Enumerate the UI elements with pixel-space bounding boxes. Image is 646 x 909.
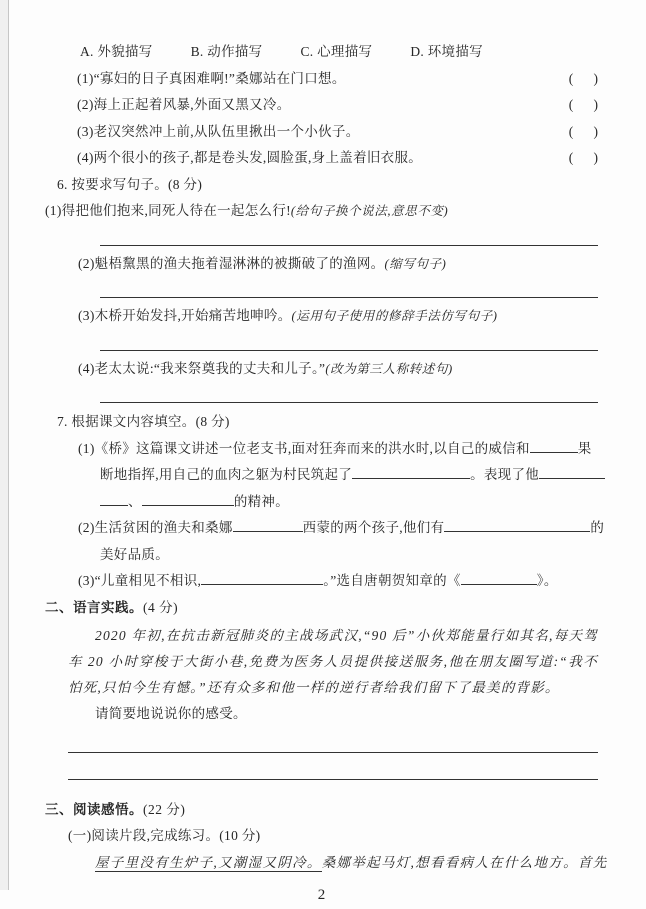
page-number: 2 bbox=[317, 887, 326, 903]
classify-item bbox=[77, 119, 598, 146]
fill-text: 的精神。 bbox=[233, 493, 290, 509]
option-d: D. 环境描写 bbox=[410, 44, 483, 59]
question-6-item-text bbox=[45, 198, 598, 225]
option-c: C. 心理描写 bbox=[300, 44, 373, 59]
rewrite-hint: (给句子换个说法,意思不变) bbox=[290, 204, 449, 218]
fill-text: (1)《桥》这篇课文讲述一位老支书,面对狂奔而来的洪水时,以自己的威信和 bbox=[78, 440, 530, 456]
classify-item bbox=[77, 145, 598, 172]
section-2-paragraph: 2020 年初,在抗击新冠肺炎的主战场武汉,“90 后”小伙郑能量行如其名,每天驾车 20 小时穿梭于大街小巷,免费为医务人员提供接送服务,他在朋友圈写道:“我不怕死,只怕今生有憾。”还有众多和他一样的逆行者给我们留下了最美的背影。 bbox=[68, 628, 598, 695]
question-7-item1-line2 bbox=[100, 462, 598, 489]
fill-text: 断地指挥,用自己的血肉之躯为村民筑起了 bbox=[100, 467, 353, 482]
fill-blank bbox=[142, 492, 234, 506]
page-binding-edge bbox=[0, 0, 9, 890]
fill-text: 的 bbox=[590, 520, 605, 535]
question-7-item1-line1 bbox=[78, 436, 598, 463]
question-6-item bbox=[45, 303, 598, 351]
section-3-subtitle: (一)阅读片段,完成练习。(10 分) bbox=[68, 828, 261, 843]
passage-text: 桑娜举起马灯,想看看病人在什么地方。首先 bbox=[321, 854, 608, 870]
reading-passage bbox=[95, 850, 608, 877]
classify-item-text: (1)“寡妇的日子真困难啊!”桑娜站在门口想。 bbox=[77, 70, 346, 86]
question-6-item-text bbox=[78, 356, 598, 383]
fill-blank bbox=[530, 439, 578, 453]
answer-line bbox=[100, 245, 598, 246]
fill-text: 美好品质。 bbox=[100, 546, 169, 562]
question-6-item-text bbox=[78, 251, 598, 278]
answer-bracket: ( ) bbox=[568, 123, 598, 139]
fill-blank bbox=[444, 518, 590, 532]
fill-text: 果 bbox=[577, 440, 592, 456]
answer-bracket: ( ) bbox=[568, 70, 598, 86]
exam-page bbox=[9, 0, 646, 909]
classify-item bbox=[77, 66, 598, 93]
section-2-prompt: 请简要地说说你的感受。 bbox=[95, 706, 247, 721]
rewrite-hint: (改为第三人称转述句) bbox=[325, 361, 453, 376]
choice-options-row bbox=[80, 39, 598, 66]
answer-line bbox=[68, 779, 598, 780]
fill-text: 。”选自唐朝贺知章的《 bbox=[323, 573, 461, 588]
sentence-text: (2)魁梧黧黑的渔夫拖着湿淋淋的被撕破了的渔网。 bbox=[78, 255, 385, 271]
fill-blank bbox=[201, 571, 323, 585]
question-6-item bbox=[45, 356, 598, 404]
question-7-item1-line3 bbox=[100, 489, 598, 516]
classify-item-text: (2)海上正起着风暴,外面又黑又冷。 bbox=[77, 97, 291, 112]
rewrite-hint: (缩写句子) bbox=[384, 256, 447, 271]
classify-item-text: (4)两个很小的孩子,都是卷头发,圆脸蛋,身上盖着旧衣服。 bbox=[77, 150, 423, 165]
question-6-title: 6. 按要求写句子。(8 分) bbox=[57, 176, 203, 192]
answer-bracket: ( ) bbox=[568, 150, 598, 165]
fill-blank bbox=[352, 465, 470, 479]
fill-blank bbox=[539, 465, 605, 479]
section-3-name: 三、阅读感悟。 bbox=[45, 801, 143, 817]
section-2-name: 二、语言实践。 bbox=[45, 599, 143, 615]
fill-text: 西蒙的两个孩子,他们有 bbox=[302, 520, 445, 535]
fill-text: 、 bbox=[128, 493, 142, 509]
answer-line bbox=[100, 350, 598, 351]
question-6-item bbox=[45, 251, 598, 299]
fill-blank bbox=[233, 518, 303, 532]
fill-text: (2)生活贫困的渔夫和桑娜 bbox=[78, 520, 233, 535]
question-7-item3 bbox=[78, 568, 598, 595]
section-3-title bbox=[45, 797, 598, 824]
fill-text: (3)“儿童相见不相识, bbox=[78, 573, 202, 588]
question-6-item bbox=[45, 198, 598, 246]
answer-line bbox=[100, 402, 598, 403]
answer-bracket: ( ) bbox=[568, 97, 598, 112]
fill-blank bbox=[461, 571, 537, 585]
classify-item bbox=[77, 92, 598, 119]
underlined-sentence: 屋子里没有生炉子,又潮湿又阴冷。 bbox=[95, 854, 322, 870]
question-7-item2-line2 bbox=[100, 542, 598, 569]
classify-item-text: (3)老汉突然冲上前,从队伍里揪出一个小伙子。 bbox=[77, 123, 360, 139]
question-7-title: 7. 根据课文内容填空。(8 分) bbox=[57, 414, 230, 429]
question-6-item-text bbox=[78, 303, 598, 330]
fill-text: 。表现了他 bbox=[470, 467, 540, 482]
option-a: A. 外貌描写 bbox=[80, 44, 153, 59]
fill-blank bbox=[100, 492, 128, 506]
section-3-score: (22 分) bbox=[143, 801, 186, 817]
sentence-text: (3)木桥开始发抖,开始痛苦地呻吟。 bbox=[78, 308, 292, 323]
sentence-text: (1)得把他们抱来,同死人待在一起怎么行! bbox=[45, 203, 291, 218]
sentence-text: (4)老太太说:“我来祭奠我的丈夫和儿子。” bbox=[78, 360, 326, 376]
section-2-score: (4 分) bbox=[143, 599, 179, 615]
answer-line bbox=[100, 297, 598, 298]
option-b: B. 动作描写 bbox=[190, 44, 263, 59]
question-7-item2-line1 bbox=[78, 515, 605, 542]
answer-line bbox=[68, 752, 598, 753]
rewrite-hint: (运用句子使用的修辞手法仿写句子) bbox=[291, 309, 498, 323]
section-2-title bbox=[45, 595, 598, 622]
fill-text: 》。 bbox=[536, 573, 558, 588]
